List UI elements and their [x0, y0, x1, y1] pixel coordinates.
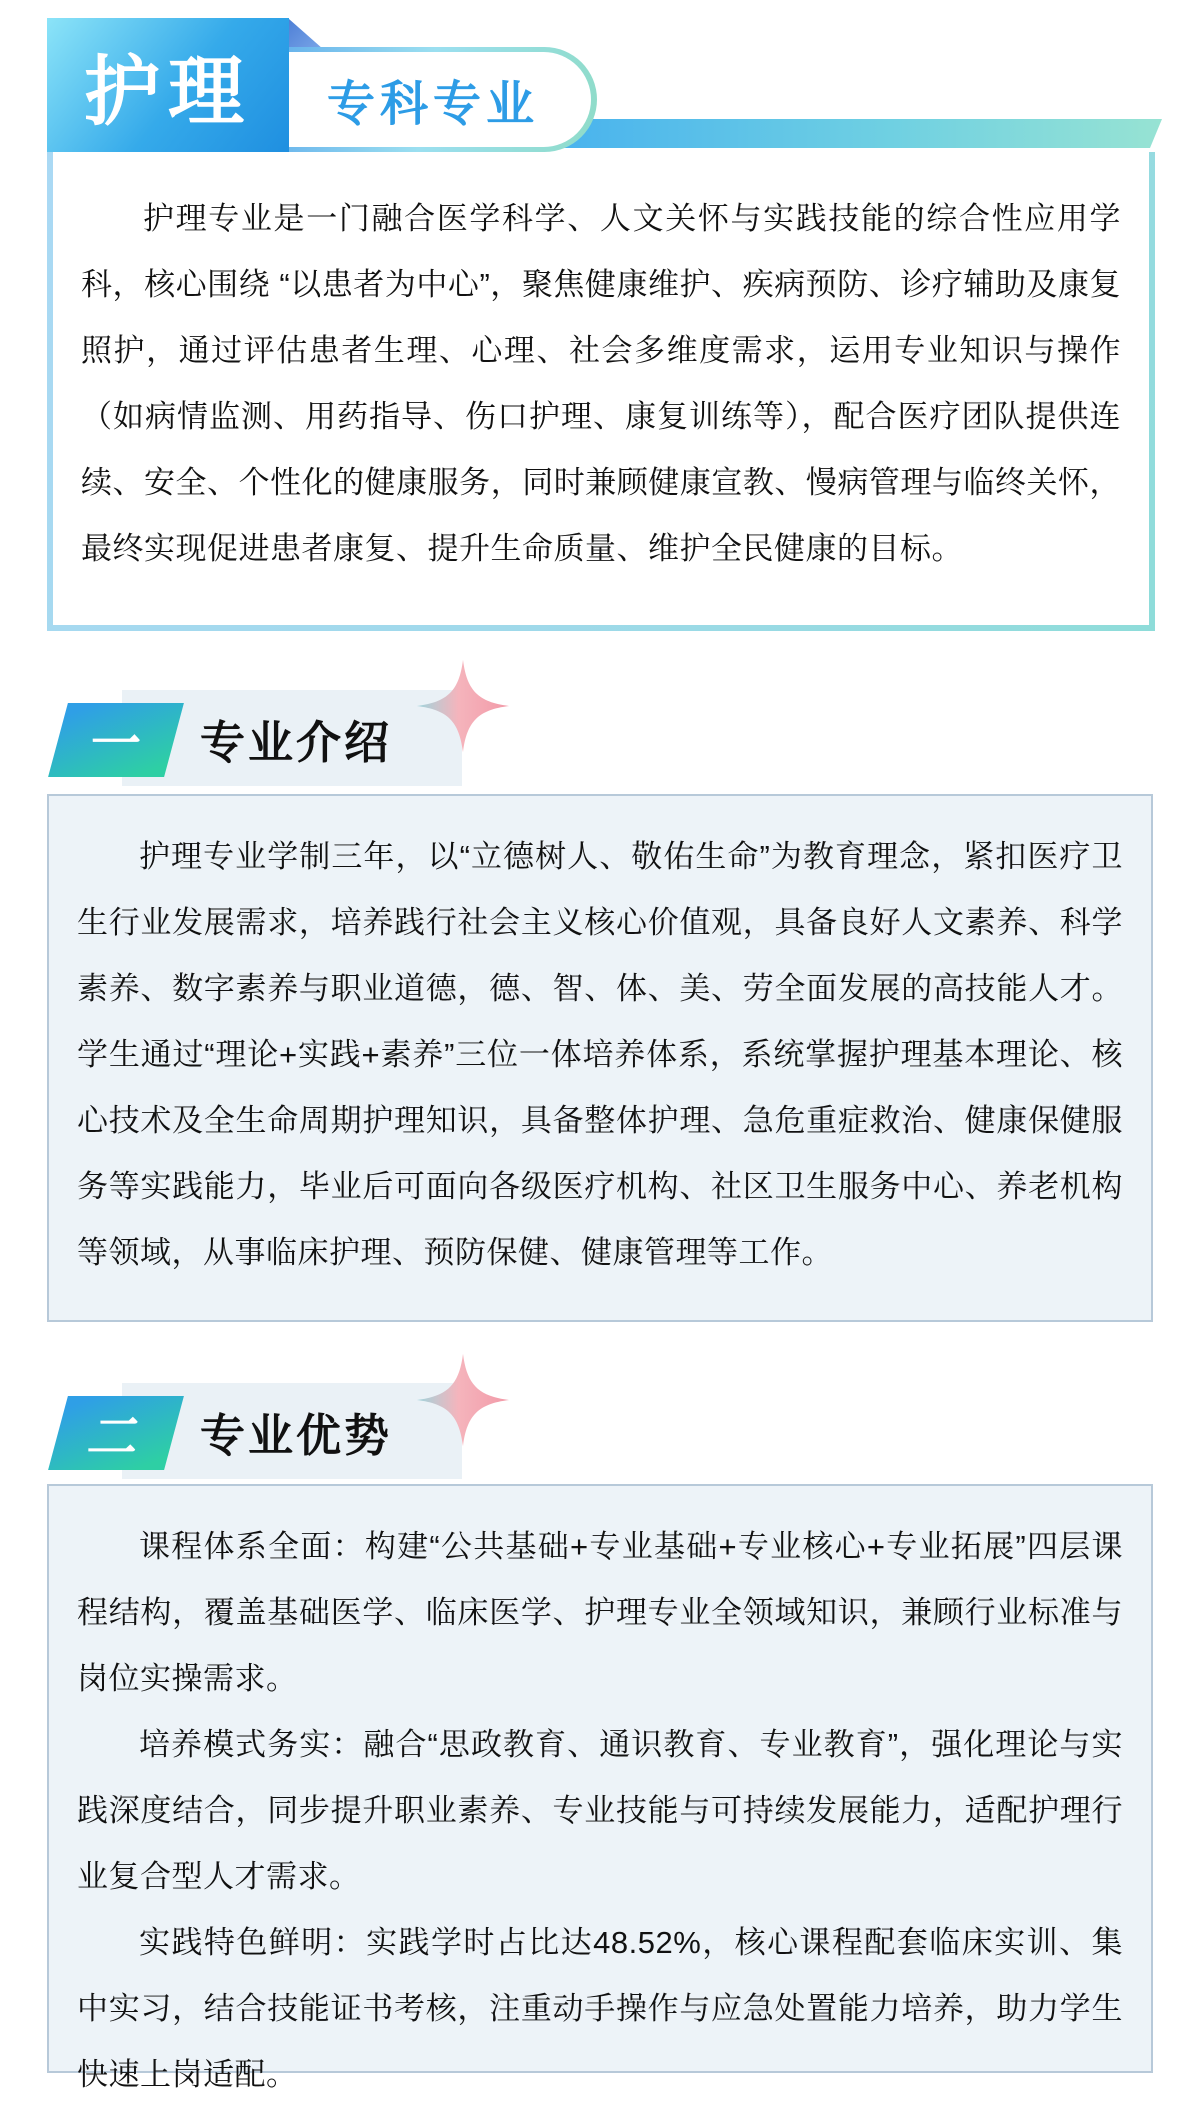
- section-1-title: 专业介绍: [200, 716, 393, 768]
- intro-panel: [47, 152, 1155, 631]
- ribbon-fold-icon: [289, 19, 323, 49]
- degree-badge-label: 专科专业: [289, 52, 591, 147]
- section-1-panel: [47, 794, 1153, 1322]
- section-2-paragraph-curriculum: 课程体系全面：构建“公共基础+专业基础+专业核心+专业拓展”四层课程结构，覆盖基础医学、临床医学、护理专业全领域知识，兼顾行业标准与岗位实操需求。: [77, 1529, 1123, 1696]
- sparkle-icon: [415, 658, 511, 754]
- intro-panel-inner: [53, 152, 1149, 625]
- section-2-panel: [47, 1484, 1153, 2092]
- sparkle-icon: [415, 1352, 511, 1448]
- section-2-number-badge: 二: [48, 1396, 184, 1470]
- section-2-title: 专业优势: [200, 1409, 393, 1461]
- degree-badge: [289, 47, 597, 152]
- intro-paragraph: 护理专业是一门融合医学科学、人文关怀与实践技能的综合性应用学科，核心围绕 “以患者为中心”，聚焦健康维护、疾病预防、诊疗辅助及康复照护，通过评估患者生理、心理、社会多维度需求，运用专业知识与操作（如病情监测、用药指导、伤口护理、康复训练等），配合医疗团队提供连续、安全、个性化的健康服务，同时兼顾健康宣教、慢病管理与临终关怀，最终实现促进患者康复、提升生命质量、维护全民健康的目标。: [81, 201, 1121, 566]
- section-1-number-badge: 一: [48, 703, 184, 777]
- section-2-paragraph-practice: 实践特色鲜明：实践学时占比达48.52%，核心课程配套临床实训、集中实习，结合技能证书考核，注重动手操作与应急处置能力培养，助力学生快速上岗适配。: [77, 1925, 1123, 2092]
- section-1-paragraph: 护理专业学制三年，以“立德树人、敬佑生命”为教育理念，紧扣医疗卫生行业发展需求，培养践行社会主义核心价值观，具备良好人文素养、科学素养、数字素养与职业道德，德、智、体、美、劳全面发展的高技能人才。学生通过“理论+实践+素养”三位一体培养体系，系统掌握护理基本理论、核心技术及全生命周期护理知识，具备整体护理、急危重症救治、健康保健服务等实践能力，毕业后可面向各级医疗机构、社区卫生服务中心、养老机构等领域，从事临床护理、预防保健、健康管理等工作。: [77, 839, 1123, 1270]
- page-title: 护理: [47, 18, 289, 152]
- hero-ribbon-strip: [560, 119, 1162, 148]
- section-2-paragraph-training: 培养模式务实：融合“思政教育、通识教育、专业教育”，强化理论与实践深度结合，同步提升职业素养、专业技能与可持续发展能力，适配护理行业复合型人才需求。: [77, 1727, 1123, 1894]
